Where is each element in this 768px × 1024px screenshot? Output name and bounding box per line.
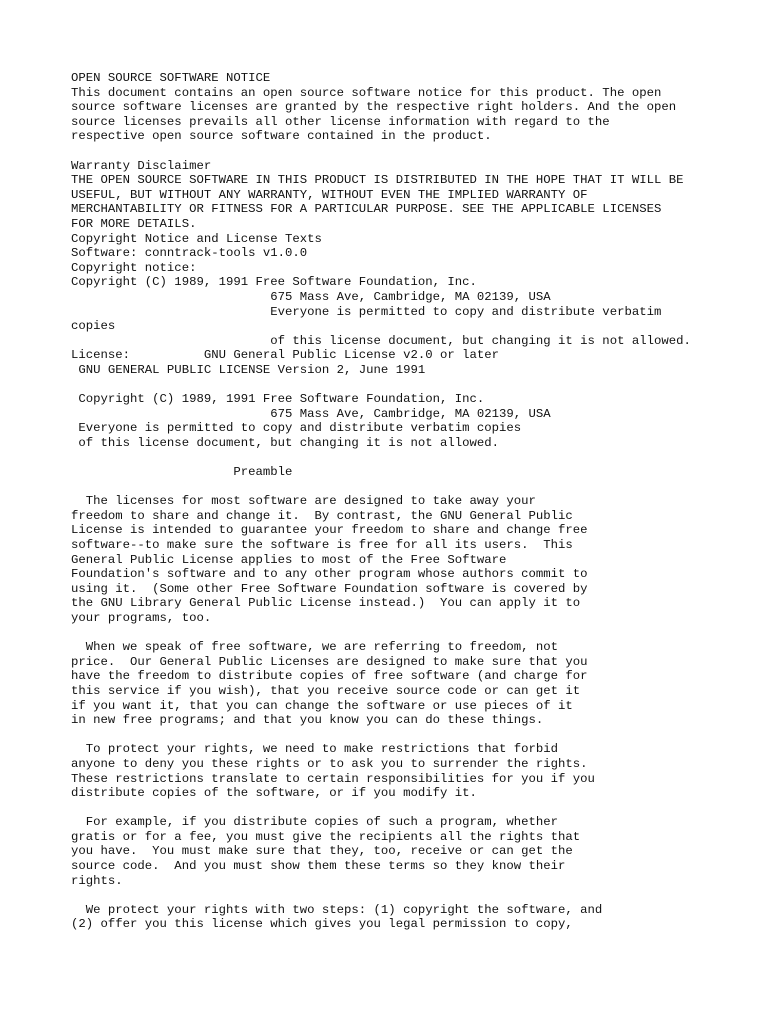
blank-line <box>71 626 761 641</box>
preamble-title: Preamble <box>71 465 293 480</box>
blank-line <box>71 480 761 495</box>
blank-line <box>71 728 761 743</box>
preamble-paragraph-5: We protect your rights with two steps: (1) copyright the software, and (2) offer you this license which gives you legal permission to copy, <box>71 902 603 932</box>
blank-line <box>71 450 761 465</box>
copyright-notice-label: Copyright notice: <box>71 260 197 275</box>
blank-line <box>71 144 761 159</box>
preamble-paragraph-1: The licenses for most software are designed to take away your freedom to share and change it. By contrast, the GNU General Public License is intended to guarantee your freedom to share and change free software--to make sure the software is free for all its users. This General Public License applies to most of the Free Software Foundation's software and to any other program whose authors commit to using it. (Some other Free Software Foundation software is covered by the GNU Library General Public License instead.) You can apply it to your programs, too. <box>71 494 588 625</box>
preamble-paragraph-3: To protect your rights, we need to make restrictions that forbid anyone to deny you these rights or to ask you to surrender the rights. These restrictions translate to certain responsibilities for you if you distribute copies of the software, or if you modify it. <box>71 742 595 801</box>
copyright-section-title: Copyright Notice and License Texts <box>71 231 322 246</box>
notice-title: OPEN SOURCE SOFTWARE NOTICE <box>71 71 271 85</box>
license-line: License: GNU General Public License v2.0 or later <box>71 348 500 363</box>
software-line: Software: conntrack-tools v1.0.0 <box>71 246 308 261</box>
document-page <box>71 71 761 932</box>
copyright-notice-text: Copyright (C) 1989, 1991 Free Software Foundation, Inc. 675 Mass Ave, Cambridge, MA 02139, USA Everyone is permitted to copy and distribute verbatim copies of this license document, but changing it is not allowed. <box>71 275 691 348</box>
warranty-title: Warranty Disclaimer <box>71 158 212 173</box>
blank-line <box>71 801 761 816</box>
preamble-paragraph-4: For example, if you distribute copies of such a program, whether gratis or for a fee, you must give the recipients all the rights that you have. You must make sure that they, too, receive or can get the source code. And you must show them these terms so they know their rights. <box>71 815 581 888</box>
blank-line <box>71 377 761 392</box>
notice-body: This document contains an open source software notice for this product. The open source software licenses are granted by the respective right holders. And the open source licenses prevails all other license information with regard to the respective open source software contained in the product. <box>71 85 677 144</box>
preamble-paragraph-2: When we speak of free software, we are referring to freedom, not price. Our General Public Licenses are designed to make sure that you have the freedom to distribute copies of free software (and charge for this service if you wish), that you receive source code or can get it if you want it, that you can change the software or use pieces of it in new free programs; and that you know you can do these things. <box>71 640 588 728</box>
gpl-copyright: Copyright (C) 1989, 1991 Free Software Foundation, Inc. 675 Mass Ave, Cambridge, MA 02139, USA Everyone is permitted to copy and distribute verbatim copies of this license document, but changing it is not allowed. <box>78 392 551 450</box>
gpl-title: GNU GENERAL PUBLIC LICENSE Version 2, June 1991 <box>71 362 426 377</box>
blank-line <box>71 888 761 903</box>
warranty-body: THE OPEN SOURCE SOFTWARE IN THIS PRODUCT IS DISTRIBUTED IN THE HOPE THAT IT WILL BE USEFUL, BUT WITHOUT ANY WARRANTY, WITHOUT EVEN THE IMPLIED WARRANTY OF MERCHANTABILITY OR FITNESS FOR A PARTICULAR PURPOSE. SEE THE APPLICABLE LICENSES FOR MORE DETAILS. <box>71 173 684 231</box>
